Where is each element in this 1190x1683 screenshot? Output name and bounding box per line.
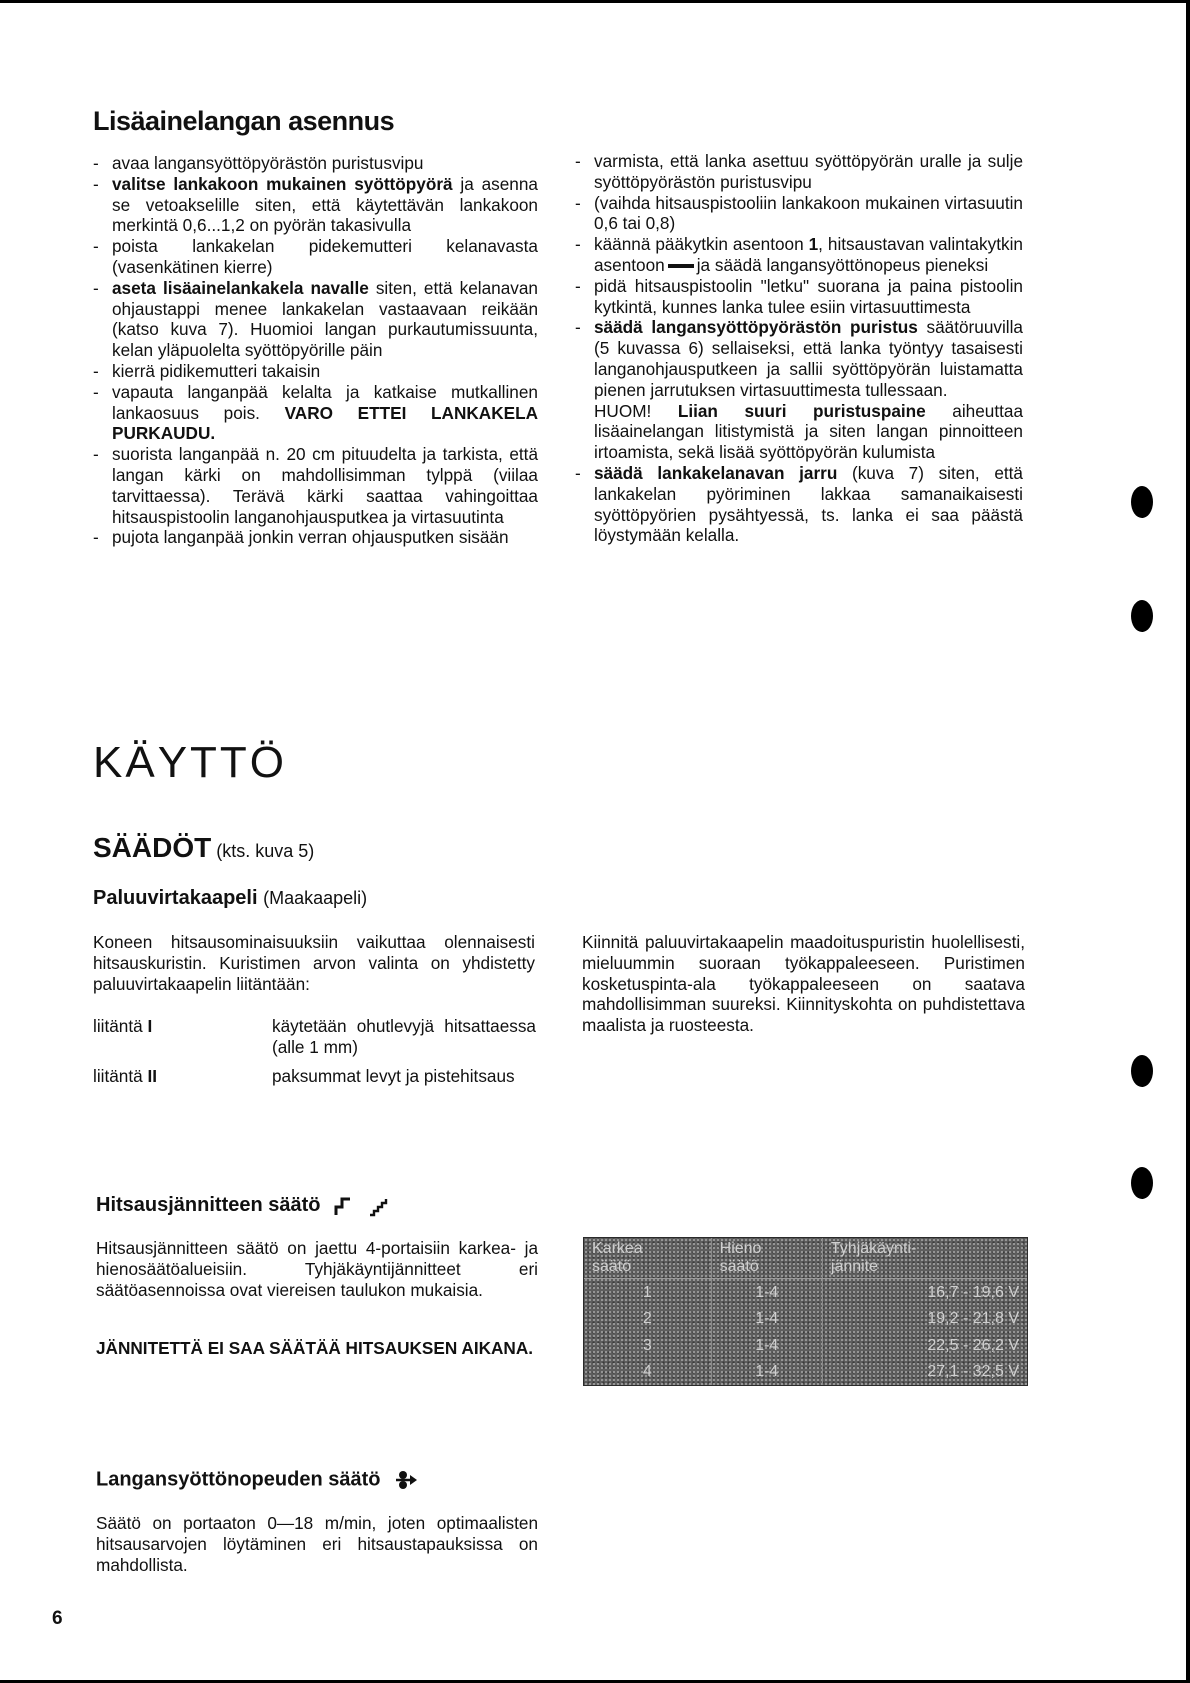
- table-cell: 22,5 - 26,2 V: [927, 1336, 1019, 1354]
- install-step-item: - käännä pääkytkin asentoon 1, hitsaustavan valintakytkin asentoon ja säädä langansyöttönopeus pieneksi: [575, 234, 1023, 276]
- install-step-item: - (vaihda hitsauspistooliin lankakoon mukainen virtasuutin 0,6 tai 0,8): [575, 193, 1023, 235]
- voltage-heading: Hitsausjännitteen säätö: [96, 1194, 388, 1217]
- table-header: Karkea säätö: [584, 1238, 711, 1279]
- settings-heading: SÄÄDÖT (kts. kuva 5): [93, 832, 315, 863]
- install-step-item: - pidä hitsauspistoolin "letku" suorana ja paina pistoolin kytkintä, kunnes lanka tulee esiin virtasuuttimesta: [575, 276, 1023, 318]
- install-step-item: - aseta lisäainelankakela navalle siten, että kelanavan ohjaustappi menee lankakelan vastaavaan reikään (katso kuva 7). Huomioi langan purkautumissuunta, kelan yläpuolelta syöttöpyörille päin: [93, 278, 538, 361]
- page-number: 6: [52, 1608, 63, 1629]
- wire-feed-icon: [394, 1468, 418, 1492]
- install-heading: Lisäainelangan asennus: [93, 106, 395, 136]
- operation-heading: KÄYTTÖ: [93, 738, 288, 787]
- table-cell: 1-4: [711, 1306, 822, 1332]
- install-note: HUOM! Liian suuri puristuspaine aiheuttaa lisäainelangan litistymistä ja siten langan pinnoitteen irtoamista, sekä lisää syöttöpyörän kulumista: [594, 400, 1023, 463]
- table-cell: 2: [584, 1306, 711, 1332]
- table-header: Tyhjäkäynti- jännite: [822, 1238, 1027, 1279]
- connection-label: liitäntä I: [93, 1016, 153, 1036]
- wire-speed-heading: Langansyöttönopeuden säätö: [96, 1468, 418, 1492]
- binding-hole-mark: [1131, 600, 1153, 632]
- connection-label: liitäntä II: [93, 1066, 158, 1086]
- table-row: [584, 1332, 1027, 1358]
- page-border-right: [1186, 0, 1190, 1683]
- table-cell: 1: [584, 1279, 711, 1306]
- install-step-item: - avaa langansyöttöpyörästön puristusvipu: [93, 153, 538, 174]
- binding-hole-mark: [1131, 486, 1153, 518]
- table-cell: 19,2 - 21,8 V: [927, 1310, 1019, 1328]
- table-row: [584, 1359, 1027, 1385]
- voltage-warning: JÄNNITETTÄ EI SAA SÄÄTÄÄ HITSAUKSEN AIKANA.: [96, 1338, 534, 1358]
- table-cell: 1-4: [711, 1332, 822, 1358]
- install-step-item: - pujota langanpää jonkin verran ohjausputken sisään: [93, 527, 538, 548]
- table-header-row: [584, 1238, 1027, 1279]
- return-cable-clamp-text: Kiinnitä paluuvirtakaapelin maadoituspuristin huolellisesti, mieluummin suoraan työkappaleeseen. Puristimen kosketuspinta-ala työkappaleeseen on saatava mahdollisimman suureksi. Kiinnityskohta on puhdistettava maalista ja ruosteesta.: [582, 932, 1025, 1036]
- table-cell: 1-4: [711, 1279, 822, 1306]
- return-cable-text: Koneen hitsausominaisuuksiin vaikuttaa olennaisesti hitsauskuristin. Kuristimen arvon valinta on yhdistetty paluuvirtakaapelin liitäntään:: [93, 932, 535, 994]
- page-border-top: [0, 0, 1190, 3]
- table-cell: 3: [584, 1332, 711, 1358]
- table-cell: 16,7 - 19,6 V: [927, 1283, 1019, 1301]
- table-row: [584, 1306, 1027, 1332]
- voltage-table: [583, 1237, 1028, 1386]
- install-step-item: - vapauta langanpää kelalta ja katkaise mutkallinen lankaosuus pois. VARO ETTEI LANKAKELA PURKAUDU.: [93, 382, 538, 444]
- install-step-item: - suorista langanpää n. 20 cm pituudelta ja tarkista, että langan kärki on mahdollisimman tylppä (viilaa tarvittaessa). Terävä kärki saattaa vahingoittaa hitsauspistoolin langanohjausputkea ja virtasuutinta: [93, 444, 538, 527]
- voltage-text: Hitsausjännitteen säätö on jaettu 4-portaisiin karkea- ja hienosäätöalueisiin. Tyhjäkäyntijännitteet eri säätöasennoissa ovat viereisen taulukon mukaisia.: [96, 1238, 538, 1300]
- binding-hole-mark: [1131, 1055, 1153, 1087]
- install-steps-right: [575, 151, 1023, 546]
- install-step-item: - valitse lankakoon mukainen syöttöpyörä ja asenna se vetoakselille siten, että käytettävän lankakoon merkintä 0,6...1,2 on pyörän takasivulla: [93, 174, 538, 236]
- install-step-list-left: [93, 153, 538, 548]
- table-cell: 1-4: [711, 1359, 822, 1385]
- install-steps-left: [93, 153, 538, 548]
- install-step-item: - säädä lankakelanavan jarru (kuva 7) siten, että lankakelan pyöriminen lakkaa samanaikaisesti syöttöpyörien pysähtyessä, ts. lanka ei saa päästä löystymään kelalla.: [575, 463, 1023, 546]
- install-step-list-right: [575, 151, 1023, 401]
- install-step-item: - säädä langansyöttöpyörästön puristus säätöruuvilla (5 kuvassa 6) sellaiseksi, että lanka työntyy tasaisesti langanohjausputkeen ja sallii syöttöpyörän luistamatta pienen jarrutuksen virtasuuttimesta tullessaan.: [575, 317, 1023, 400]
- install-step-item: - kierrä pidikemutteri takaisin: [93, 361, 538, 382]
- table-row: [584, 1279, 1027, 1306]
- connection-description: käytetään ohutlevyjä hitsattaessa (alle 1 mm): [272, 1016, 536, 1057]
- binding-hole-mark: [1131, 1167, 1153, 1199]
- install-step-list-right-2: [575, 463, 1023, 546]
- connection-description: paksummat levyt ja pistehitsaus: [272, 1066, 515, 1086]
- table-cell: 27,1 - 32,5 V: [927, 1363, 1019, 1381]
- wire-speed-text: Säätö on portaaton 0—18 m/min, joten optimaalisten hitsausarvojen löytäminen eri hitsaustapauksissa on mahdollista.: [96, 1513, 538, 1575]
- voltage-table-grid: [584, 1238, 1027, 1385]
- table-cell: 4: [584, 1359, 711, 1385]
- install-step-item: - poista lankakelan pidekemutteri kelanavasta (vasenkätinen kierre): [93, 236, 538, 278]
- return-cable-heading: Paluuvirtakaapeli (Maakaapeli): [93, 887, 368, 909]
- voltage-step-icon: [334, 1195, 388, 1217]
- install-step-item: - varmista, että lanka asettuu syöttöpyörän uralle ja sulje syöttöpyörästön puristusvipu: [575, 151, 1023, 193]
- wire-mode-switch-icon: [668, 264, 694, 268]
- table-header: Hieno säätö: [711, 1238, 822, 1279]
